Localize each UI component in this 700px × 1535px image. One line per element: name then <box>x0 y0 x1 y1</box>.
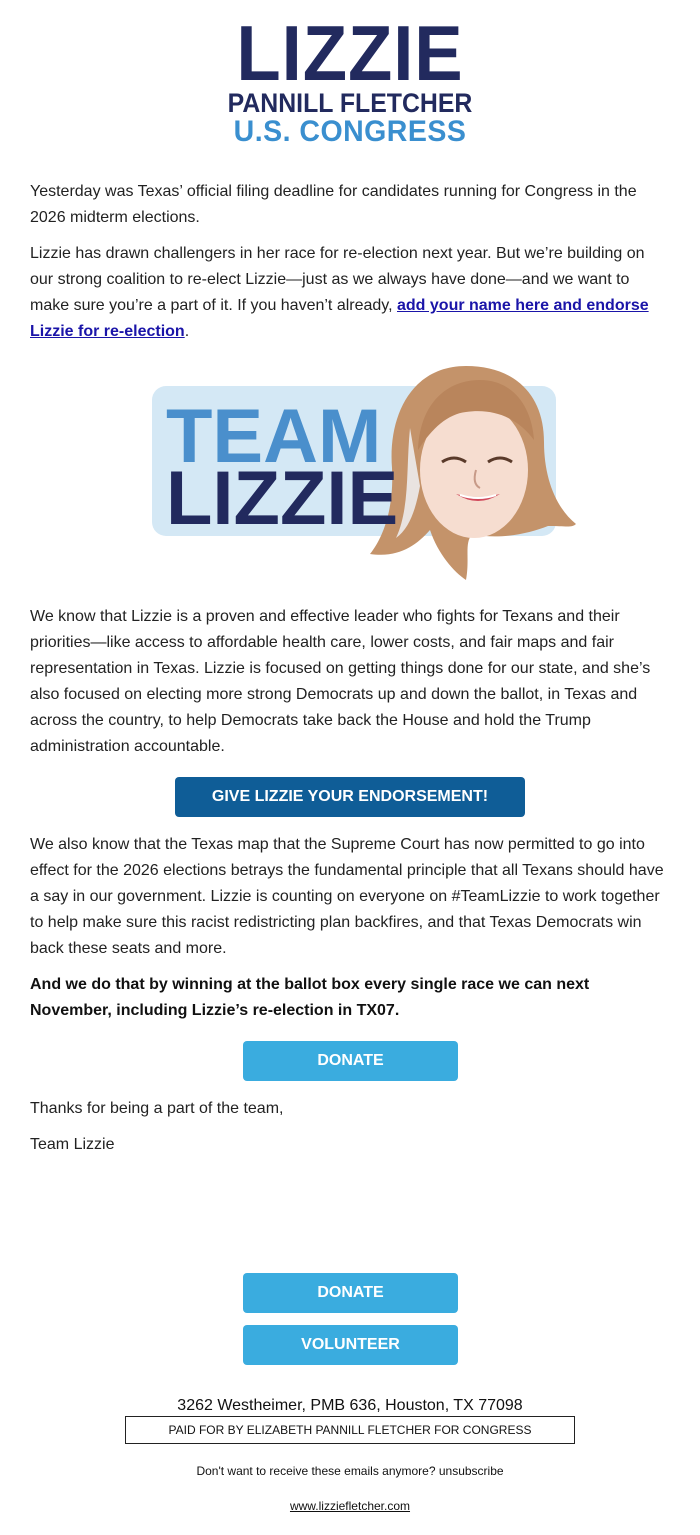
leader-paragraph: We know that Lizzie is a proven and effective leader who fights for Texans and their priorities—like access to affordable health care, lower costs, and fair maps and fair representation in Texas. Lizzie is focused on getting things done for our state, and she’s also focused on electing more strong Democrats up and down the ballot, in Texas and across the country, to help Democrats take back the House and hold the Trump administration accountable. <box>30 608 651 755</box>
footer-donate-button[interactable]: DONATE <box>243 1273 458 1313</box>
challengers-text: Lizzie has drawn challengers in her race for re-election next year. But we’re building on our strong coalition to re-elect Lizzie—just as we always have done—and we want to make sure you’re a part of it. If you haven’t already, <box>30 245 645 314</box>
campaign-logo <box>0 9 700 148</box>
logo-line-lizzie: LIZZIE <box>236 9 464 97</box>
mailing-address: 3262 Westheimer, PMB 636, Houston, TX 77098 <box>177 1397 523 1414</box>
paid-for-disclaimer: PAID FOR BY ELIZABETH PANNILL FLETCHER FOR CONGRESS <box>125 1416 575 1444</box>
unsubscribe-link[interactable]: Don't want to receive these emails anymore? unsubscribe <box>196 1464 504 1478</box>
logo-line-office: U.S. CONGRESS <box>233 115 467 148</box>
closing-text: Thanks for being a part of the team, <box>30 1100 284 1117</box>
team-lizzie-graphic <box>148 358 578 586</box>
graphic-team-text: TEAM <box>166 394 382 479</box>
volunteer-button[interactable]: VOLUNTEER <box>243 1325 458 1365</box>
donate-button[interactable]: DONATE <box>243 1041 458 1081</box>
graphic-lizzie-text: LIZZIE <box>166 456 399 541</box>
logo-line-name: PANNILL FLETCHER <box>227 88 473 118</box>
endorse-button[interactable]: GIVE LIZZIE YOUR ENDORSEMENT! <box>175 777 525 817</box>
challengers-paragraph <box>30 241 670 345</box>
ballot-paragraph: And we do that by winning at the ballot box every single race we can next November, including Lizzie’s re-election in TX07. <box>30 976 590 1019</box>
challengers-end: . <box>184 323 190 340</box>
map-paragraph: We also know that the Texas map that the Supreme Court has now permitted to go into effect for the 2026 elections betrays the fundamental principle that all Texans should have a say in our government. Lizzie is counting on everyone on #TeamLizzie to work together to help make sure this racist redistricting plan backfires, and that Texas Democrats win back these seats and more. <box>30 836 664 957</box>
intro-paragraph: Yesterday was Texas’ official filing deadline for candidates running for Congress in the 2026 midterm elections. <box>30 183 637 226</box>
website-link[interactable]: www.lizziefletcher.com <box>289 1499 411 1513</box>
signature-text: Team Lizzie <box>30 1136 115 1153</box>
endorse-link[interactable]: add your name here and endorse Lizzie for re-election <box>30 297 649 340</box>
